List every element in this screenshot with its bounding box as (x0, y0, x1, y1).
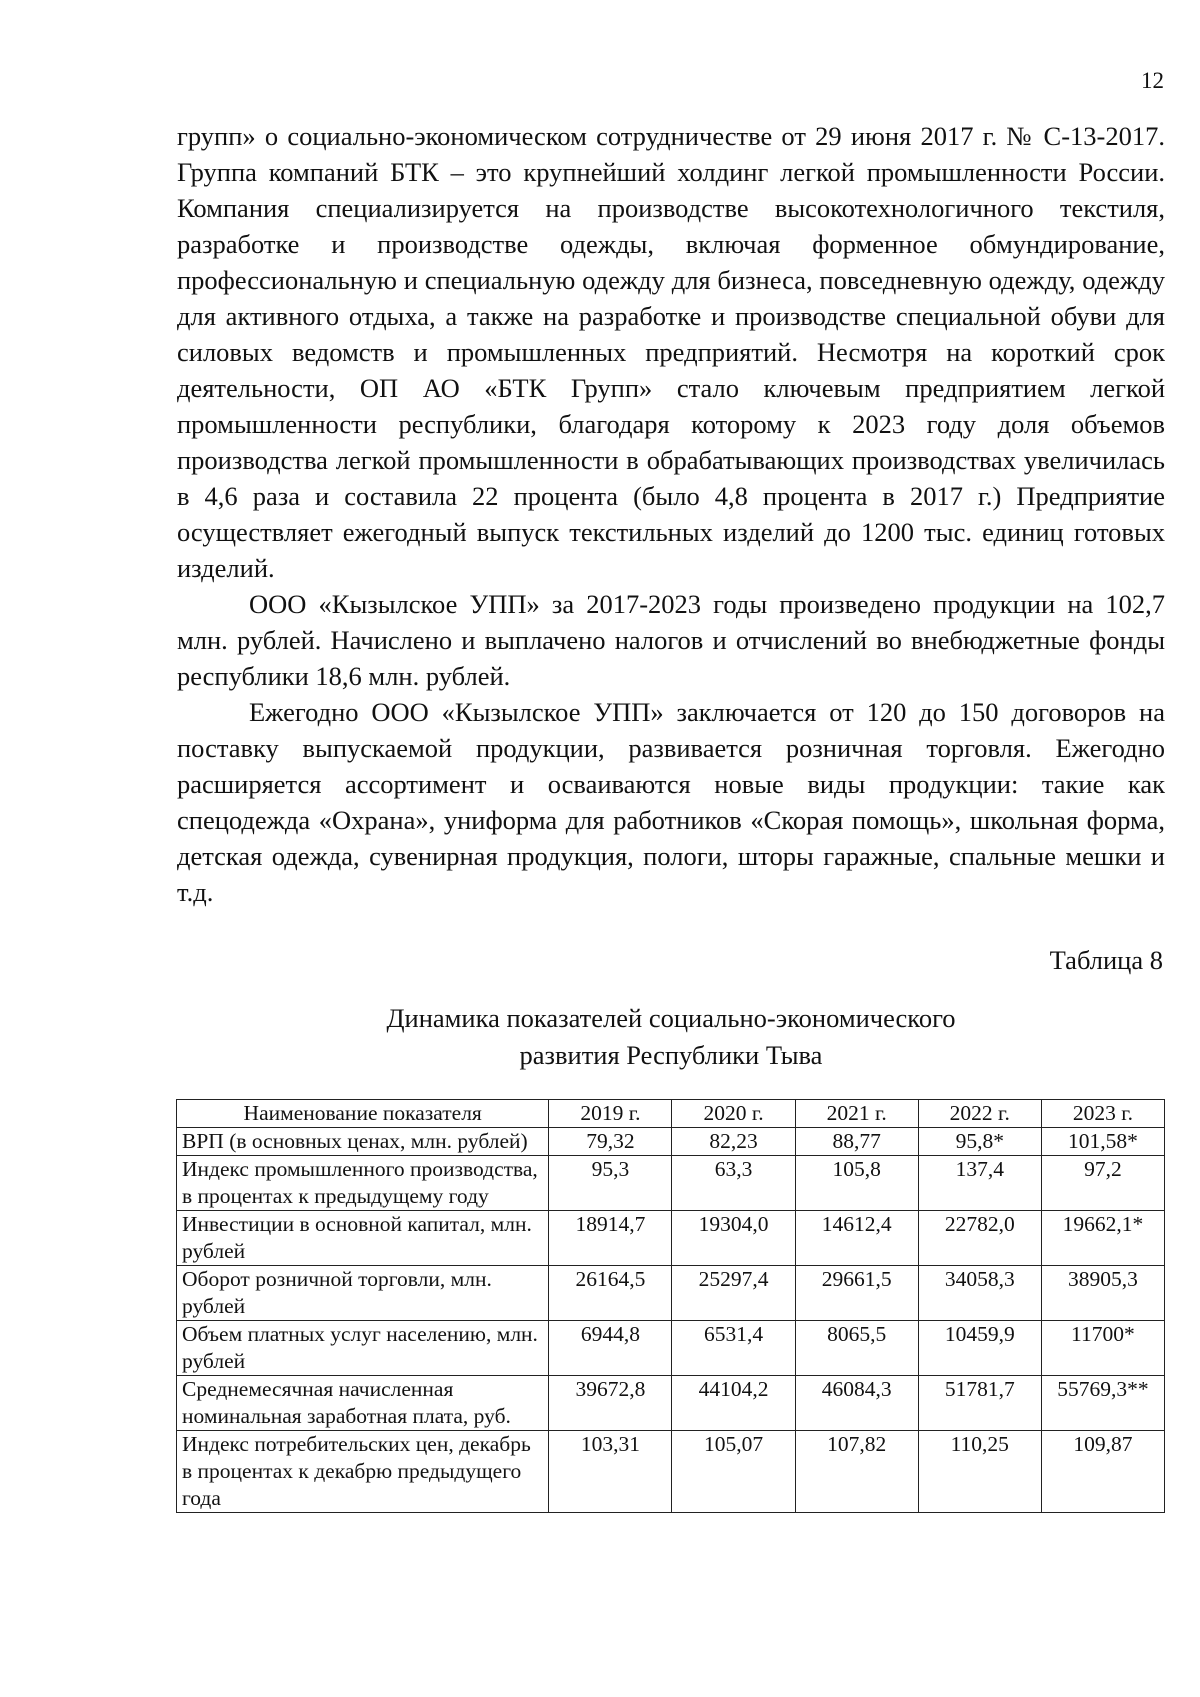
table-title-line-2: развития Республики Тыва (519, 1040, 823, 1070)
cell-2022: 10459,9 (918, 1321, 1041, 1376)
cell-2020: 19304,0 (672, 1211, 795, 1266)
cell-2019: 79,32 (549, 1128, 672, 1156)
table-row (177, 1431, 1165, 1513)
cell-2023: 97,2 (1041, 1156, 1164, 1211)
table-row (177, 1266, 1165, 1321)
row-name: Инвестиции в основной капитал, млн. рублей (177, 1211, 549, 1266)
cell-2020: 63,3 (672, 1156, 795, 1211)
cell-2021: 46084,3 (795, 1376, 918, 1431)
header-year-2022: 2022 г. (918, 1100, 1041, 1128)
cell-2023: 38905,3 (1041, 1266, 1164, 1321)
indicators-table (176, 1099, 1165, 1513)
cell-2022: 34058,3 (918, 1266, 1041, 1321)
paragraph-3: Ежегодно ООО «Кызылское УПП» заключается от 120 до 150 договоров на поставку выпускаемой продукции, развивается розничная торговля. Ежегодно расширяется ассортимент и осваиваются новые виды продукции: такие как спецодежда «Охрана», униформа для работников «Скорая помощь», школьная форма, детская одежда, сувенирная продукция, пологи, шторы гаражные, спальные мешки и т.д. (177, 697, 1165, 907)
cell-2023: 11700* (1041, 1321, 1164, 1376)
cell-2023: 55769,3** (1041, 1376, 1164, 1431)
cell-2019: 26164,5 (549, 1266, 672, 1321)
cell-2019: 39672,8 (549, 1376, 672, 1431)
cell-2021: 29661,5 (795, 1266, 918, 1321)
row-name: Среднемесячная начисленная номинальная заработная плата, руб. (177, 1376, 549, 1431)
cell-2022: 95,8* (918, 1128, 1041, 1156)
cell-2021: 8065,5 (795, 1321, 918, 1376)
cell-2020: 82,23 (672, 1128, 795, 1156)
header-year-2020: 2020 г. (672, 1100, 795, 1128)
cell-2023: 19662,1* (1041, 1211, 1164, 1266)
cell-2022: 110,25 (918, 1431, 1041, 1513)
cell-2019: 103,31 (549, 1431, 672, 1513)
body-text (177, 118, 1165, 910)
cell-2020: 6531,4 (672, 1321, 795, 1376)
table-row (177, 1211, 1165, 1266)
cell-2021: 14612,4 (795, 1211, 918, 1266)
cell-2020: 105,07 (672, 1431, 795, 1513)
header-year-2019: 2019 г. (549, 1100, 672, 1128)
table-row (177, 1128, 1165, 1156)
cell-2020: 44104,2 (672, 1376, 795, 1431)
table-title (177, 1000, 1165, 1074)
cell-2022: 137,4 (918, 1156, 1041, 1211)
table-row (177, 1321, 1165, 1376)
row-name: Объем платных услуг населению, млн. рублей (177, 1321, 549, 1376)
cell-2021: 107,82 (795, 1431, 918, 1513)
paragraph-1: групп» о социально-экономическом сотрудничестве от 29 июня 2017 г. № С-13-2017. Группа компаний БТК – это крупнейший холдинг легкой промышленности России. Компания специализируется на производстве высокотехнологичного текстиля, разработке и производстве одежды, включая форменное обмундирование, профессиональную и специальную одежду для бизнеса, повседневную одежду, одежду для активного отдыха, а также на разработке и производстве специальной обуви для силовых ведомств и промышленных предприятий. Несмотря на короткий срок деятельности, ОП АО «БТК Групп» стало ключевым предприятием легкой промышленности республики, благодаря которому к 2023 году доля объемов производства легкой промышленности в обрабатывающих производствах увеличилась в 4,6 раза и составила 22 процента (было 4,8 процента в 2017 г.) Предприятие осуществляет ежегодный выпуск текстильных изделий до 1200 тыс. единиц готовых изделий. (177, 121, 1165, 583)
cell-2021: 105,8 (795, 1156, 918, 1211)
cell-2019: 18914,7 (549, 1211, 672, 1266)
row-name: Оборот розничной торговли, млн. рублей (177, 1266, 549, 1321)
cell-2022: 51781,7 (918, 1376, 1041, 1431)
header-indicator-name: Наименование показателя (177, 1100, 549, 1128)
cell-2022: 22782,0 (918, 1211, 1041, 1266)
row-name: ВРП (в основных ценах, млн. рублей) (177, 1128, 549, 1156)
cell-2021: 88,77 (795, 1128, 918, 1156)
page-number: 12 (1141, 68, 1164, 93)
table-row (177, 1156, 1165, 1211)
table-title-line-1: Динамика показателей социально-экономического (386, 1003, 956, 1033)
cell-2019: 95,3 (549, 1156, 672, 1211)
row-name: Индекс промышленного производства, в процентах к предыдущему году (177, 1156, 549, 1211)
cell-2023: 109,87 (1041, 1431, 1164, 1513)
row-name: Индекс потребительских цен, декабрь в процентах к декабрю предыдущего года (177, 1431, 549, 1513)
paragraph-2: ООО «Кызылское УПП» за 2017-2023 годы произведено продукции на 102,7 млн. рублей. Начислено и выплачено налогов и отчислений во внебюджетные фонды республики 18,6 млн. рублей. (177, 589, 1165, 691)
cell-2020: 25297,4 (672, 1266, 795, 1321)
table-label: Таблица 8 (1049, 945, 1163, 975)
table-header-row (177, 1100, 1165, 1128)
header-year-2023: 2023 г. (1041, 1100, 1164, 1128)
header-year-2021: 2021 г. (795, 1100, 918, 1128)
cell-2023: 101,58* (1041, 1128, 1164, 1156)
table-row (177, 1376, 1165, 1431)
cell-2019: 6944,8 (549, 1321, 672, 1376)
